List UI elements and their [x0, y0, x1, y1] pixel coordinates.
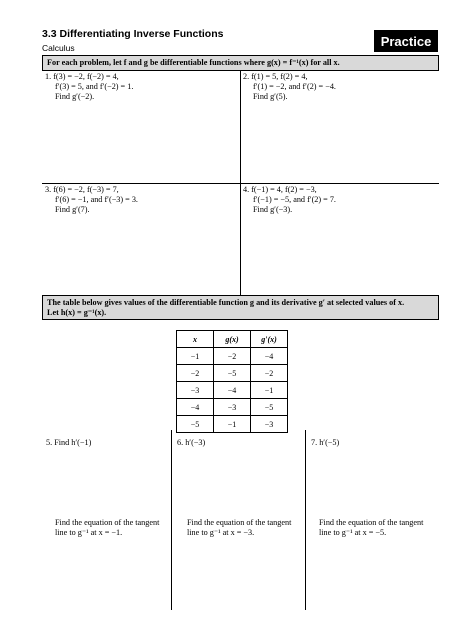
problem-7-tangent-line1: Find the equation of the tangent [319, 518, 424, 527]
table-row [177, 348, 288, 365]
table-cell: −5 [251, 399, 288, 416]
problem-1-line2: f′(3) = 5, and f′(−2) = 1. [55, 82, 134, 91]
problem-7-tangent-line2: line to g⁻¹ at x = −5. [319, 528, 387, 537]
problem-4-line2: f′(−1) = −5, and f′(2) = 7. [253, 195, 336, 204]
lower-divider-1 [171, 430, 172, 610]
problem-2-line1: 2. f(1) = 5, f(2) = 4, [243, 72, 308, 81]
table-cell: −1 [177, 348, 214, 365]
problem-2-line2: f′(1) = −2, and f′(2) = −4. [253, 82, 336, 91]
section2-instruction [42, 295, 439, 320]
problem-2 [243, 72, 336, 102]
problem-1 [45, 72, 133, 102]
table-cell: −3 [251, 416, 288, 433]
problem-5-tangent [55, 518, 159, 538]
course-subtitle: Calculus [42, 43, 75, 53]
problem-1-line1: 1. f(3) = −2, f(−2) = 4, [45, 72, 119, 81]
section2-instruction-line1: The table below gives values of the differentiable function g and its derivative g′ at selected values of x. [47, 298, 405, 307]
table-cell: −5 [177, 416, 214, 433]
table-cell: −1 [214, 416, 251, 433]
problem-3-line2: f′(6) = −1, and f′(−3) = 3. [55, 195, 138, 204]
problem-6-tangent [187, 518, 291, 538]
problem-5-label: 5. Find h′(−1) [46, 438, 92, 447]
table-cell: −2 [177, 365, 214, 382]
section1-instruction: For each problem, let f and g be differentiable functions where g(x) = f⁻¹(x) for all x. [42, 55, 439, 71]
table-row [177, 365, 288, 382]
table-cell: −3 [214, 399, 251, 416]
problem-3-line1: 3. f(6) = −2, f(−3) = 7, [45, 185, 119, 194]
problem-6-label: 6. h′(−3) [177, 438, 206, 447]
problem-5-tangent-line2: line to g⁻¹ at x = −1. [55, 528, 123, 537]
table-cell: −2 [214, 348, 251, 365]
table-cell: −1 [251, 382, 288, 399]
table-cell: −2 [251, 365, 288, 382]
table-cell: −4 [251, 348, 288, 365]
problem-5-tangent-line1: Find the equation of the tangent [55, 518, 160, 527]
problem-3 [45, 185, 138, 215]
table-row [177, 416, 288, 433]
problem-1-line3: Find g′(−2). [55, 92, 95, 101]
lower-divider-2 [305, 430, 306, 610]
table-row [177, 382, 288, 399]
table-cell: −5 [214, 365, 251, 382]
values-table [176, 330, 288, 433]
table-header-row [177, 331, 288, 348]
problem-7-tangent [319, 518, 423, 538]
problem-4 [243, 185, 336, 215]
table-row [177, 399, 288, 416]
table-cell: −4 [214, 382, 251, 399]
problem-2-line3: Find g′(5). [253, 92, 288, 101]
problem-4-line3: Find g′(−3). [253, 205, 293, 214]
problem-3-line3: Find g′(7). [55, 205, 90, 214]
page-title: 3.3 Differentiating Inverse Functions [42, 28, 224, 40]
section2-instruction-line2: Let h(x) = g⁻¹(x). [47, 308, 107, 317]
problem-4-line1: 4. f(−1) = 4, f(2) = −3, [243, 185, 317, 194]
problem-6-tangent-line1: Find the equation of the tangent [187, 518, 292, 527]
practice-badge: Practice [374, 30, 438, 52]
grid-divider-horizontal [42, 183, 439, 184]
table-cell: −3 [177, 382, 214, 399]
table-cell: −4 [177, 399, 214, 416]
table-header-gx: g(x) [214, 331, 251, 348]
problem-7-label: 7. h′(−5) [311, 438, 340, 447]
problem-6-tangent-line2: line to g⁻¹ at x = −3. [187, 528, 255, 537]
table-header-x: x [177, 331, 214, 348]
table-header-gprime: g′(x) [251, 331, 288, 348]
